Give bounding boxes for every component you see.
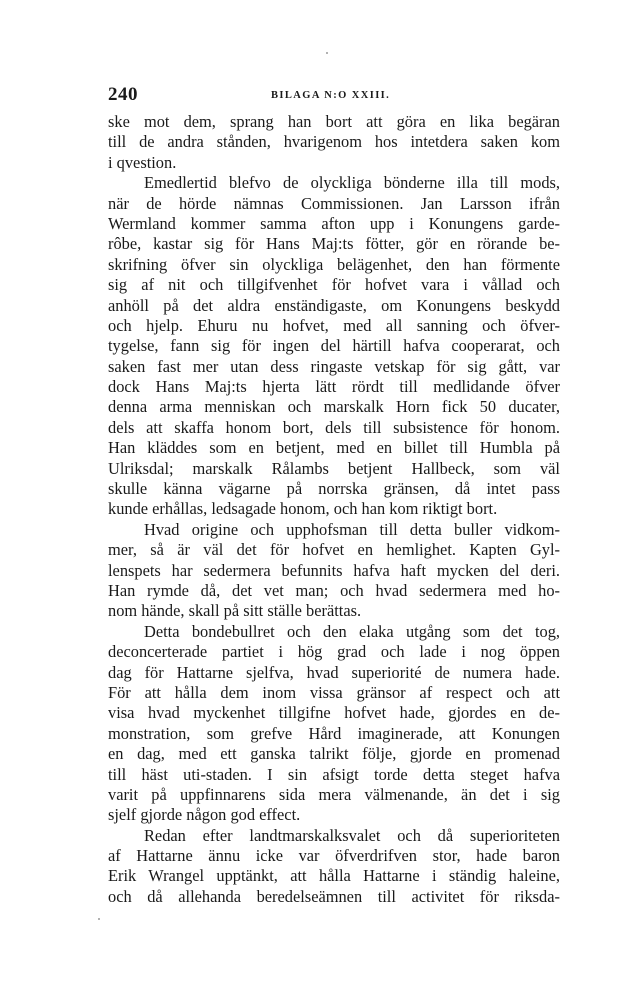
text-line: anhöll på det aldra enständigaste, om Konungens beskydd <box>108 295 560 315</box>
text-line: ske mot dem, sprang han bort att göra en lika begäran <box>108 112 560 131</box>
page-number: 240 <box>108 84 138 105</box>
text-line: monstration, som grefve Hård imaginerade, att Konungen <box>108 723 560 743</box>
text-line: skrifning öfver sin olyckliga belägenhet, den han förmente <box>108 254 560 274</box>
text-line: sig af nit och tillgifvenhet för hofvet vara i vållad och <box>108 275 560 295</box>
text-line: Ulriksdal; marskalk Rålambs betjent Hallbeck, som väl <box>108 458 560 478</box>
text-line: rôbe, kastar sig för Hans Maj:ts fötter, gör en rörande be- <box>108 234 560 254</box>
text-line: en dag, med ett ganska talrikt följe, gjorde en promenad <box>108 744 560 764</box>
text-line: lenspets har sedermera befunnits hafva haft mycken del deri. <box>108 560 560 580</box>
text-line: när de hörde nämnas Commissionen. Jan Larsson ifrån <box>108 193 560 213</box>
text-line: Detta bondebullret och den elaka utgång som det tog, <box>144 621 560 641</box>
text-line: saken fast mer utan dess ringaste vetskap för sig gått, var <box>108 356 560 376</box>
text-line: varit på uppfinnarens sida mera välmenande, än det i sig <box>108 784 560 804</box>
text-line: tygelse, fann sig för ingen del härtill hafva cooperarat, och <box>108 336 560 356</box>
text-line: Han rymde då, det vet man; och hvad sedermera med ho- <box>108 580 560 600</box>
page-header <box>108 84 560 108</box>
text-line: till de andra stånden, hvarigenom hos intetdera saken kom <box>108 132 560 152</box>
text-line: mer, så är väl det för hofvet en hemlighet. Kapten Gyl- <box>108 540 560 560</box>
text-line: nom hände, skall på sitt ställe berättas. <box>108 601 362 621</box>
text-line: och då allehanda beredelseämnen till activitet för riksda- <box>108 886 560 906</box>
text-line: af Hattarne ännu icke var öfverdrifven stor, hade baron <box>108 846 560 866</box>
text-line: Wermland kommer samma afton upp i Konungens garde- <box>108 213 560 233</box>
text-line: kunde erhållas, ledsagade honom, och han kom riktigt bort. <box>108 499 498 519</box>
text-line: sjelf gjorde någon god effect. <box>108 805 301 825</box>
text-line: Erik Wrangel upptänkt, att hålla Hattarne i ständig haleine, <box>108 866 560 886</box>
paper-speck <box>326 52 328 54</box>
text-line: dag för Hattarne sjelfva, hvad superiorité de numera hade. <box>108 662 560 682</box>
body-text <box>108 112 560 907</box>
text-line: Hvad origine och upphofsman till detta buller vidkom- <box>144 519 560 539</box>
text-line: Redan efter landtmarskalksvalet och då superioriteten <box>144 825 560 845</box>
text-line: och hjelp. Ehuru nu hofvet, med all sanning och öfver- <box>108 315 560 335</box>
text-line: deconcerterade partiet i hög grad och lade i nog öppen <box>108 642 560 662</box>
text-line: till häst uti-staden. I sin afsigt torde detta steget hafva <box>108 764 560 784</box>
text-line: i qvestion. <box>108 152 177 172</box>
text-line: visa hvad myckenhet tillgifne hofvet hade, gjordes en de- <box>108 703 560 723</box>
text-line: Han kläddes som en betjent, med en billet till Humbla på <box>108 438 560 458</box>
text-line: dock Hans Maj:ts hjerta lätt rördt till medlidande öfver <box>108 377 560 397</box>
text-line: Emedlertid blefvo de olyckliga bönderne illa till mods, <box>144 173 560 193</box>
paper-speck <box>98 918 100 920</box>
text-line: denna arma menniskan och marskalk Horn fick 50 ducater, <box>108 397 560 417</box>
text-line: dels att skaffa honom bort, dels till subsistence för honom. <box>108 417 560 437</box>
text-line: skulle känna vägarne på norrska gränsen, då intet pass <box>108 479 560 499</box>
running-head: BILAGA N:O XXIII. <box>271 90 391 101</box>
text-line: För att hålla dem inom vissa gränsor af respect och att <box>108 682 560 702</box>
